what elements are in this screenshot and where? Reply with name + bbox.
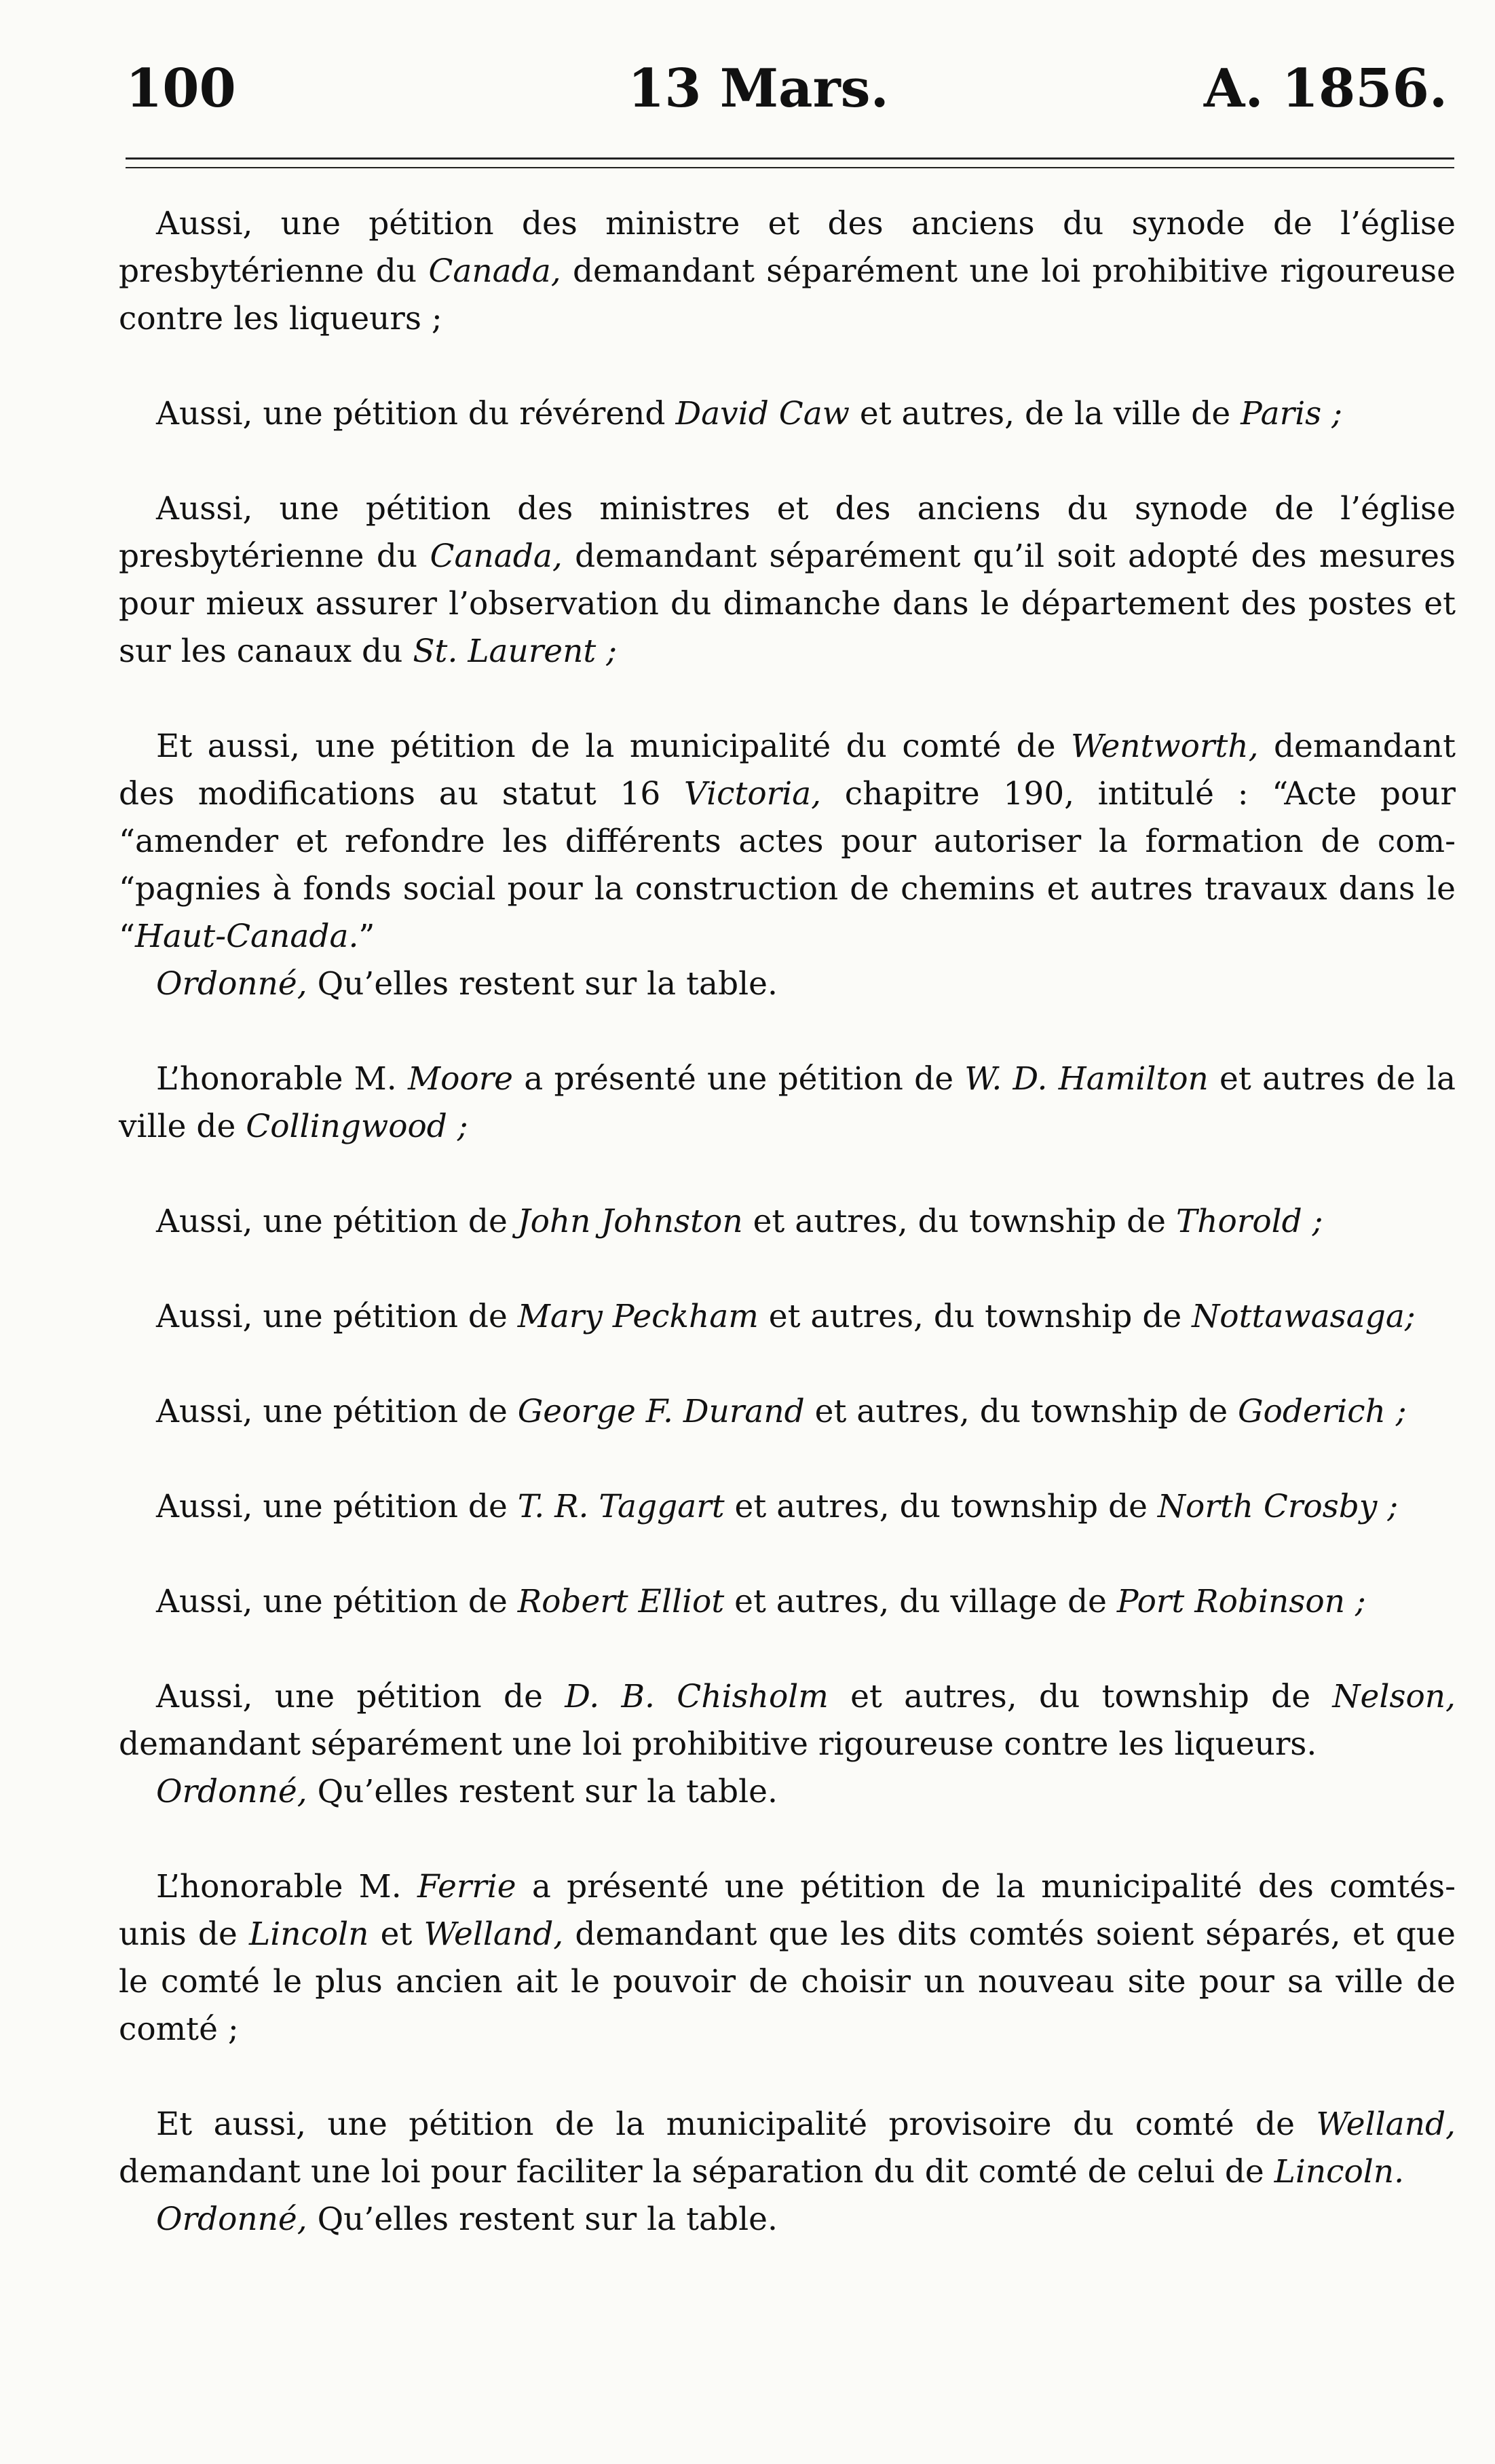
paragraph-petition-caw: Aussi, une pétition du révérend David Caw et autres, de la ville de Paris ; [156,395,1343,432]
paragraph-petition-chisholm: Aussi, une pétition de D. B. Chisholm et autres, du township de Nelson, demandant séparément une loi prohibitive rigoureuse contre les liqueurs. [119,1678,1456,1763]
page-body [119,200,1456,2243]
ordered-table-1: Ordonné, Qu’elles restent sur la table. [156,965,778,1003]
paragraph-petition-taggart: Aussi, une pétition de T. R. Taggart et autres, du township de North Crosby ; [156,1488,1399,1525]
paragraph-petition-synod-liquor: Aussi, une pétition des ministre et des anciens du synode de l’église presbytérienne du Canada, demandant séparément une loi prohibitive rigoureuse contre les liqueurs ; [119,205,1456,337]
page-number: 100 [126,58,236,119]
header-rule-thin [126,167,1454,168]
paragraph-petition-peckham: Aussi, une pétition de Mary Peckham et autres, du township de Nottawasaga; [156,1298,1416,1335]
page-date: 13 Mars. [628,58,889,119]
paragraph-petition-wentworth: Et aussi, une pétition de la municipalité du comté de Wentworth, demandant des modifications au statut 16 Victoria, chapitre 190, intitulé : “Acte pour “amender et refondre les différents actes pour autoriser la formation de com- “pagnies à fonds social pour la construction de chemins et autres travaux dans le “Haut-Canada.” [119,728,1456,955]
paragraph-petition-durand: Aussi, une pétition de George F. Durand et autres, du township de Goderich ; [156,1393,1407,1430]
paragraph-petition-welland-provisional: Et aussi, une pétition de la municipalité provisoire du comté de Welland, demandant une loi pour faciliter la séparation du dit comté de celui de Lincoln. [119,2106,1456,2190]
paragraph-petition-synod-sunday: Aussi, une pétition des ministres et des anciens du synode de l’église presbytérienne du Canada, demandant séparément qu’il soit adopté des mesures pour mieux assurer l’observation du dimanche dans le département des postes et sur les canaux du St. Laurent ; [119,490,1456,670]
ordered-table-2: Ordonné, Qu’elles restent sur la table. [156,1773,778,1810]
paragraph-petition-elliot: Aussi, une pétition de Robert Elliot et autres, du village de Port Robinson ; [156,1583,1366,1620]
paragraph-ferrie-lincoln-welland: L’honorable M. Ferrie a présenté une pétition de la municipalité des comtés-unis de Lincoln et Welland, demandant que les dits comtés soient séparés, et que le comté le plus ancien ait le pouvoir de choisir un nouveau site pour sa ville de comté ; [119,1868,1456,2048]
paragraph-petition-johnston: Aussi, une pétition de John Johnston et autres, du township de Thorold ; [156,1203,1323,1240]
page-header [126,58,1447,119]
paragraph-moore-hamilton: L’honorable M. Moore a présenté une pétition de W. D. Hamilton et autres de la ville de Collingwood ; [119,1060,1456,1145]
ordered-table-3: Ordonné, Qu’elles restent sur la table. [156,2201,778,2238]
page-year: A. 1856. [1203,58,1447,119]
header-rule [126,157,1454,160]
